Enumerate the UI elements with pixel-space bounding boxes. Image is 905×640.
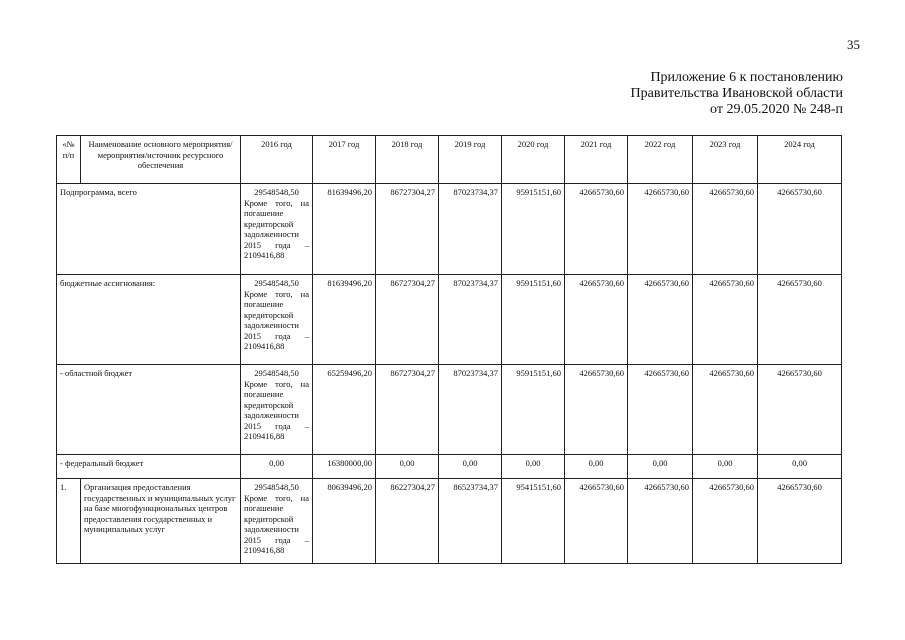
cell-2017: 81639496,20 [313,184,376,275]
cell-2024: 42665730,60 [758,479,842,564]
table-header [57,136,842,184]
cell-2017: 65259496,20 [313,365,376,455]
header-2017: 2017 год [313,136,376,184]
header-2023: 2023 год [693,136,758,184]
appendix-line-1: Приложение 6 к постановлению [650,70,843,85]
cell-2022: 42665730,60 [628,479,693,564]
row-number: 1. [57,479,81,564]
debt-note: Кроме того, на погашение кредиторской задолженности 2015 года – 2109416,88 [244,288,309,351]
row-name: бюджетные ассигнования: [57,275,241,365]
cell-2016: 0,00 [241,455,313,479]
cell-2024: 42665730,60 [758,184,842,275]
header-2018: 2018 год [376,136,439,184]
cell-2017: 16380000,00 [313,455,376,479]
debt-note: Кроме того, на погашение кредиторской задолженности 2015 года – 2109416,88 [244,378,309,441]
cell-2023: 42665730,60 [693,275,758,365]
cell-2020: 95415151,60 [502,479,565,564]
cell-2018: 86727304,27 [376,365,439,455]
cell-2019: 87023734,37 [439,275,502,365]
cell-2022: 42665730,60 [628,184,693,275]
header-2021: 2021 год [565,136,628,184]
header-2019: 2019 год [439,136,502,184]
page-number: 35 [847,37,860,52]
cell-2024: 42665730,60 [758,365,842,455]
header-2020: 2020 год [502,136,565,184]
cell-2016 [241,479,313,564]
cell-2018: 86227304,27 [376,479,439,564]
header-name: Наименование основного мероприятия/мероприятия/источник ресурсного обеспечения [81,136,241,184]
table-row [57,365,842,455]
debt-note: Кроме того, на погашение кредиторской задолженности 2015 года – 2109416,88 [244,197,309,260]
cell-2023: 42665730,60 [693,479,758,564]
cell-2020: 0,00 [502,455,565,479]
header-2024: 2024 год [758,136,842,184]
cell-2019: 86523734,37 [439,479,502,564]
table-row [57,184,842,275]
cell-2016 [241,184,313,275]
cell-2023: 42665730,60 [693,365,758,455]
cell-2020: 95915151,60 [502,365,565,455]
header-no: «№ п/п [57,136,81,184]
cell-2024: 42665730,60 [758,275,842,365]
cell-2023: 0,00 [693,455,758,479]
cell-2018: 86727304,27 [376,184,439,275]
cell-2022: 42665730,60 [628,365,693,455]
cell-2017: 80639496,20 [313,479,376,564]
cell-2016 [241,365,313,455]
cell-2016 [241,275,313,365]
value-2016: 29548548,50 [254,187,299,197]
row-name: Организация предоставления государственных и муниципальных услуг на базе многофункциональных центров предоставления государственных и муниципальных услуг [81,479,241,564]
header-2022: 2022 год [628,136,693,184]
appendix-caption [631,70,843,118]
cell-2021: 42665730,60 [565,365,628,455]
row-name: - областной бюджет [57,365,241,455]
cell-2018: 0,00 [376,455,439,479]
appendix-line-2: Правительства Ивановской области [630,86,843,101]
table-row [57,479,842,564]
value-2016: 29548548,50 [254,368,299,378]
cell-2021: 0,00 [565,455,628,479]
debt-note: Кроме того, на погашение кредиторской задолженности 2015 года – 2109416,88 [244,492,309,555]
cell-2024: 0,00 [758,455,842,479]
cell-2021: 42665730,60 [565,479,628,564]
cell-2019: 87023734,37 [439,365,502,455]
cell-2020: 95915151,60 [502,184,565,275]
header-2016: 2016 год [241,136,313,184]
table-row [57,275,842,365]
cell-2023: 42665730,60 [693,184,758,275]
cell-2017: 81639496,20 [313,275,376,365]
resource-table [56,135,842,564]
cell-2019: 87023734,37 [439,184,502,275]
cell-2019: 0,00 [439,455,502,479]
cell-2022: 0,00 [628,455,693,479]
cell-2021: 42665730,60 [565,184,628,275]
cell-2022: 42665730,60 [628,275,693,365]
cell-2020: 95915151,60 [502,275,565,365]
cell-2021: 42665730,60 [565,275,628,365]
cell-2018: 86727304,27 [376,275,439,365]
table-row [57,455,842,479]
appendix-line-3: от 29.05.2020 № 248-п [710,102,843,117]
value-2016: 29548548,50 [254,278,299,288]
row-name: Подпрограмма, всего [57,184,241,275]
row-name: - федеральный бюджет [57,455,241,479]
value-2016: 29548548,50 [254,482,299,492]
